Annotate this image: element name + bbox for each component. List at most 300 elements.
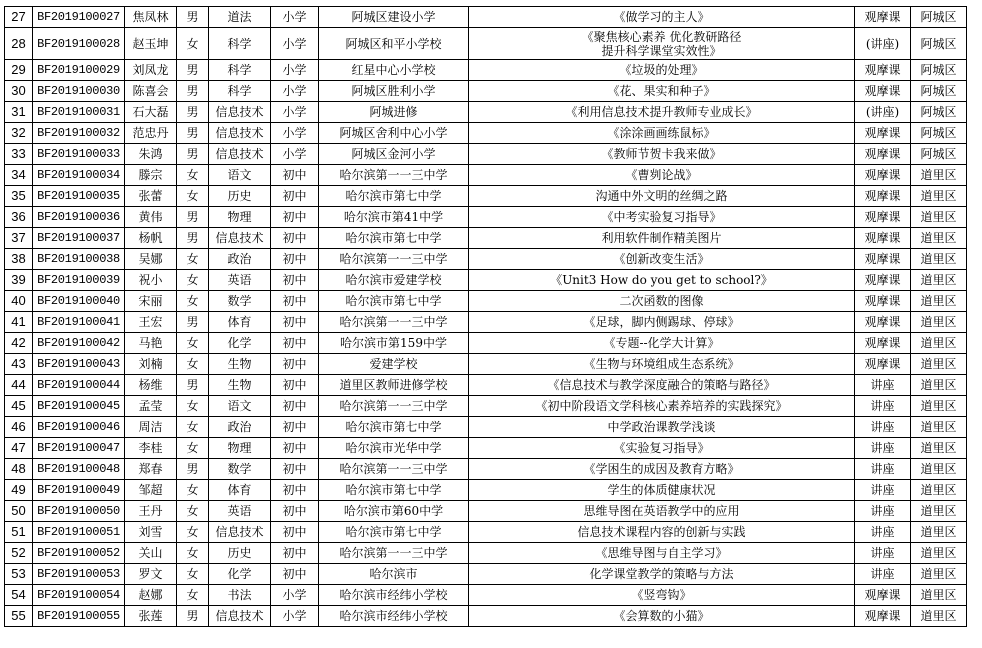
teacher-name-cell: 关山 — [125, 543, 177, 564]
district-cell: 道里区 — [911, 396, 967, 417]
subject-cell: 体育 — [209, 312, 271, 333]
lesson-title-cell: 《Unit3 How do you get to school?》 — [469, 270, 855, 291]
subject-cell: 数学 — [209, 291, 271, 312]
row-number-cell: 47 — [5, 438, 33, 459]
gender-cell: 女 — [177, 333, 209, 354]
district-cell: 道里区 — [911, 543, 967, 564]
session-type-cell: 观摩课 — [855, 144, 911, 165]
gender-cell: 女 — [177, 585, 209, 606]
table-row — [5, 438, 967, 459]
session-type-cell: 观摩课 — [855, 123, 911, 144]
gender-cell: 女 — [177, 291, 209, 312]
row-number-cell: 34 — [5, 165, 33, 186]
session-type-cell: (讲座) — [855, 102, 911, 123]
district-cell: 道里区 — [911, 564, 967, 585]
session-type-cell: 观摩课 — [855, 606, 911, 627]
teacher-name-cell: 张蕾 — [125, 186, 177, 207]
registration-id-cell: BF2019100034 — [33, 165, 125, 186]
table-row — [5, 7, 967, 28]
school-name-cell: 哈尔滨市 — [319, 564, 469, 585]
row-number-cell: 48 — [5, 459, 33, 480]
session-type-cell: 观摩课 — [855, 228, 911, 249]
gender-cell: 男 — [177, 375, 209, 396]
district-cell: 阿城区 — [911, 28, 967, 60]
table-row — [5, 81, 967, 102]
session-type-cell: 观摩课 — [855, 81, 911, 102]
row-number-cell: 35 — [5, 186, 33, 207]
lesson-title-cell: 《垃圾的处理》 — [469, 60, 855, 81]
school-level-cell: 小学 — [271, 102, 319, 123]
registration-id-cell: BF2019100040 — [33, 291, 125, 312]
subject-cell: 生物 — [209, 375, 271, 396]
session-type-cell: 观摩课 — [855, 270, 911, 291]
row-number-cell: 52 — [5, 543, 33, 564]
subject-cell: 语文 — [209, 396, 271, 417]
lesson-title-cell: 《涂涂画画练鼠标》 — [469, 123, 855, 144]
school-name-cell: 哈尔滨市第七中学 — [319, 186, 469, 207]
gender-cell: 女 — [177, 249, 209, 270]
school-level-cell: 初中 — [271, 354, 319, 375]
school-level-cell: 初中 — [271, 522, 319, 543]
teacher-name-cell: 石大磊 — [125, 102, 177, 123]
session-type-cell: 观摩课 — [855, 312, 911, 333]
table-row — [5, 144, 967, 165]
lesson-title-cell: 学生的体质健康状况 — [469, 480, 855, 501]
gender-cell: 女 — [177, 543, 209, 564]
registration-id-cell: BF2019100039 — [33, 270, 125, 291]
lesson-title-cell: 《做学习的主人》 — [469, 7, 855, 28]
school-name-cell: 红星中心小学校 — [319, 60, 469, 81]
lesson-title-cell: 《教师节贺卡我来做》 — [469, 144, 855, 165]
school-name-cell: 哈尔滨第一一三中学 — [319, 543, 469, 564]
gender-cell: 女 — [177, 522, 209, 543]
lesson-title-cell: 信息技术课程内容的创新与实践 — [469, 522, 855, 543]
lesson-title-cell: 《学困生的成因及教育方略》 — [469, 459, 855, 480]
row-number-cell: 29 — [5, 60, 33, 81]
school-level-cell: 小学 — [271, 144, 319, 165]
session-type-cell: 讲座 — [855, 543, 911, 564]
lesson-title-cell: 二次函数的图像 — [469, 291, 855, 312]
gender-cell: 女 — [177, 186, 209, 207]
district-cell: 道里区 — [911, 165, 967, 186]
school-level-cell: 初中 — [271, 396, 319, 417]
registration-id-cell: BF2019100045 — [33, 396, 125, 417]
district-cell: 道里区 — [911, 186, 967, 207]
row-number-cell: 32 — [5, 123, 33, 144]
gender-cell: 男 — [177, 606, 209, 627]
district-cell: 阿城区 — [911, 81, 967, 102]
school-level-cell: 初中 — [271, 291, 319, 312]
district-cell: 道里区 — [911, 291, 967, 312]
table-row — [5, 186, 967, 207]
registration-id-cell: BF2019100036 — [33, 207, 125, 228]
school-level-cell: 小学 — [271, 28, 319, 60]
subject-cell: 英语 — [209, 270, 271, 291]
school-level-cell: 初中 — [271, 270, 319, 291]
school-level-cell: 初中 — [271, 564, 319, 585]
district-cell: 道里区 — [911, 459, 967, 480]
lesson-title-cell: 《聚焦核心素养 优化教研路径 提升科学课堂实效性》 — [469, 28, 855, 60]
subject-cell: 书法 — [209, 585, 271, 606]
table-row — [5, 585, 967, 606]
table-row — [5, 417, 967, 438]
table-row — [5, 501, 967, 522]
table-row — [5, 480, 967, 501]
gender-cell: 男 — [177, 459, 209, 480]
gender-cell: 男 — [177, 7, 209, 28]
table-row — [5, 228, 967, 249]
district-cell: 道里区 — [911, 438, 967, 459]
school-name-cell: 哈尔滨第一一三中学 — [319, 396, 469, 417]
district-cell: 道里区 — [911, 501, 967, 522]
school-name-cell: 阿城区胜利小学 — [319, 81, 469, 102]
school-name-cell: 哈尔滨第一一三中学 — [319, 459, 469, 480]
district-cell: 道里区 — [911, 522, 967, 543]
teacher-name-cell: 周洁 — [125, 417, 177, 438]
session-type-cell: 讲座 — [855, 480, 911, 501]
table-row — [5, 60, 967, 81]
row-number-cell: 30 — [5, 81, 33, 102]
lesson-title-cell: 《创新改变生活》 — [469, 249, 855, 270]
lesson-title-cell: 《实验复习指导》 — [469, 438, 855, 459]
lesson-title-cell: 《曹刿论战》 — [469, 165, 855, 186]
table-row — [5, 291, 967, 312]
school-name-cell: 阿城区舍利中心小学 — [319, 123, 469, 144]
registration-id-cell: BF2019100053 — [33, 564, 125, 585]
row-number-cell: 33 — [5, 144, 33, 165]
school-name-cell: 阿城区金河小学 — [319, 144, 469, 165]
subject-cell: 生物 — [209, 354, 271, 375]
row-number-cell: 51 — [5, 522, 33, 543]
session-type-cell: 讲座 — [855, 564, 911, 585]
row-number-cell: 28 — [5, 28, 33, 60]
school-level-cell: 初中 — [271, 249, 319, 270]
school-level-cell: 小学 — [271, 585, 319, 606]
lesson-title-cell: 《足球，脚内侧踢球、停球》 — [469, 312, 855, 333]
session-type-cell: 观摩课 — [855, 291, 911, 312]
gender-cell: 男 — [177, 228, 209, 249]
table-row — [5, 354, 967, 375]
row-number-cell: 36 — [5, 207, 33, 228]
teacher-name-cell: 李桂 — [125, 438, 177, 459]
lesson-title-cell: 《会算数的小猫》 — [469, 606, 855, 627]
school-level-cell: 初中 — [271, 228, 319, 249]
lesson-title-cell: 《生物与环境组成生态系统》 — [469, 354, 855, 375]
gender-cell: 男 — [177, 123, 209, 144]
row-number-cell: 54 — [5, 585, 33, 606]
school-level-cell: 初中 — [271, 375, 319, 396]
session-type-cell: 讲座 — [855, 459, 911, 480]
subject-cell: 科学 — [209, 60, 271, 81]
table-row — [5, 165, 967, 186]
row-number-cell: 31 — [5, 102, 33, 123]
school-name-cell: 阿城进修 — [319, 102, 469, 123]
teacher-name-cell: 滕宗 — [125, 165, 177, 186]
school-level-cell: 初中 — [271, 438, 319, 459]
session-type-cell: 讲座 — [855, 396, 911, 417]
row-number-cell: 49 — [5, 480, 33, 501]
teacher-name-cell: 黄伟 — [125, 207, 177, 228]
registration-id-cell: BF2019100054 — [33, 585, 125, 606]
subject-cell: 政治 — [209, 417, 271, 438]
school-name-cell: 哈尔滨市第七中学 — [319, 522, 469, 543]
subject-cell: 化学 — [209, 564, 271, 585]
gender-cell: 女 — [177, 396, 209, 417]
session-type-cell: 观摩课 — [855, 7, 911, 28]
gender-cell: 男 — [177, 144, 209, 165]
subject-cell: 信息技术 — [209, 522, 271, 543]
registration-id-cell: BF2019100041 — [33, 312, 125, 333]
registration-id-cell: BF2019100052 — [33, 543, 125, 564]
subject-cell: 历史 — [209, 186, 271, 207]
row-number-cell: 40 — [5, 291, 33, 312]
table-row — [5, 606, 967, 627]
school-level-cell: 初中 — [271, 333, 319, 354]
table-row — [5, 543, 967, 564]
session-type-cell: 观摩课 — [855, 207, 911, 228]
school-name-cell: 阿城区和平小学校 — [319, 28, 469, 60]
school-level-cell: 小学 — [271, 123, 319, 144]
lesson-title-cell: 《思维导图与自主学习》 — [469, 543, 855, 564]
table-row — [5, 375, 967, 396]
gender-cell: 女 — [177, 501, 209, 522]
district-cell: 阿城区 — [911, 123, 967, 144]
school-name-cell: 爱建学校 — [319, 354, 469, 375]
table-row — [5, 522, 967, 543]
table-row — [5, 459, 967, 480]
teacher-name-cell: 刘楠 — [125, 354, 177, 375]
subject-cell: 道法 — [209, 7, 271, 28]
district-cell: 阿城区 — [911, 144, 967, 165]
subject-cell: 物理 — [209, 438, 271, 459]
teacher-name-cell: 赵玉坤 — [125, 28, 177, 60]
gender-cell: 女 — [177, 480, 209, 501]
school-name-cell: 哈尔滨市第七中学 — [319, 417, 469, 438]
subject-cell: 信息技术 — [209, 123, 271, 144]
gender-cell: 女 — [177, 28, 209, 60]
registration-id-cell: BF2019100043 — [33, 354, 125, 375]
district-cell: 道里区 — [911, 354, 967, 375]
session-type-cell: 观摩课 — [855, 354, 911, 375]
teacher-name-cell: 祝小 — [125, 270, 177, 291]
gender-cell: 男 — [177, 81, 209, 102]
session-type-cell: 讲座 — [855, 501, 911, 522]
session-type-cell: 观摩课 — [855, 333, 911, 354]
row-number-cell: 39 — [5, 270, 33, 291]
school-name-cell: 哈尔滨第一一三中学 — [319, 249, 469, 270]
school-level-cell: 初中 — [271, 165, 319, 186]
gender-cell: 女 — [177, 564, 209, 585]
school-name-cell: 阿城区建设小学 — [319, 7, 469, 28]
subject-cell: 物理 — [209, 207, 271, 228]
session-type-cell: 观摩课 — [855, 249, 911, 270]
teacher-name-cell: 孟莹 — [125, 396, 177, 417]
row-number-cell: 53 — [5, 564, 33, 585]
teacher-name-cell: 邹超 — [125, 480, 177, 501]
teacher-name-cell: 吴娜 — [125, 249, 177, 270]
registration-id-cell: BF2019100048 — [33, 459, 125, 480]
school-level-cell: 初中 — [271, 207, 319, 228]
table-row — [5, 564, 967, 585]
school-level-cell: 初中 — [271, 417, 319, 438]
session-type-cell: 讲座 — [855, 438, 911, 459]
gender-cell: 男 — [177, 102, 209, 123]
district-cell: 道里区 — [911, 375, 967, 396]
table-row — [5, 28, 967, 60]
school-name-cell: 哈尔滨市光华中学 — [319, 438, 469, 459]
lesson-title-cell: 化学课堂教学的策略与方法 — [469, 564, 855, 585]
district-cell: 道里区 — [911, 606, 967, 627]
lesson-title-cell: 《中考实验复习指导》 — [469, 207, 855, 228]
registration-id-cell: BF2019100044 — [33, 375, 125, 396]
session-type-cell: (讲座) — [855, 28, 911, 60]
school-name-cell: 哈尔滨市第七中学 — [319, 291, 469, 312]
row-number-cell: 37 — [5, 228, 33, 249]
registration-id-cell: BF2019100032 — [33, 123, 125, 144]
gender-cell: 男 — [177, 207, 209, 228]
school-level-cell: 小学 — [271, 7, 319, 28]
school-name-cell: 哈尔滨市经纬小学校 — [319, 585, 469, 606]
teacher-name-cell: 范忠丹 — [125, 123, 177, 144]
table-row — [5, 123, 967, 144]
row-number-cell: 44 — [5, 375, 33, 396]
registration-id-cell: BF2019100037 — [33, 228, 125, 249]
school-name-cell: 哈尔滨市经纬小学校 — [319, 606, 469, 627]
registration-id-cell: BF2019100029 — [33, 60, 125, 81]
lesson-title-cell: 《初中阶段语文学科核心素养培养的实践探究》 — [469, 396, 855, 417]
school-level-cell: 初中 — [271, 459, 319, 480]
registration-id-cell: BF2019100047 — [33, 438, 125, 459]
gender-cell: 女 — [177, 354, 209, 375]
lesson-title-cell: 沟通中外文明的丝绸之路 — [469, 186, 855, 207]
lesson-title-cell: 《竖弯钩》 — [469, 585, 855, 606]
table-row — [5, 270, 967, 291]
teacher-name-cell: 王丹 — [125, 501, 177, 522]
gender-cell: 女 — [177, 270, 209, 291]
gender-cell: 男 — [177, 312, 209, 333]
session-type-cell: 观摩课 — [855, 165, 911, 186]
subject-cell: 化学 — [209, 333, 271, 354]
table-row — [5, 396, 967, 417]
teacher-name-cell: 郑春 — [125, 459, 177, 480]
registration-id-cell: BF2019100030 — [33, 81, 125, 102]
registration-id-cell: BF2019100046 — [33, 417, 125, 438]
district-cell: 道里区 — [911, 270, 967, 291]
table-row — [5, 207, 967, 228]
row-number-cell: 46 — [5, 417, 33, 438]
school-level-cell: 初中 — [271, 501, 319, 522]
district-cell: 阿城区 — [911, 102, 967, 123]
registration-id-cell: BF2019100027 — [33, 7, 125, 28]
gender-cell: 女 — [177, 165, 209, 186]
school-level-cell: 小学 — [271, 606, 319, 627]
session-type-cell: 观摩课 — [855, 60, 911, 81]
lesson-title-cell: 《信息技术与教学深度融合的策略与路径》 — [469, 375, 855, 396]
registration-id-cell: BF2019100031 — [33, 102, 125, 123]
table-row — [5, 102, 967, 123]
school-name-cell: 哈尔滨第一一三中学 — [319, 165, 469, 186]
subject-cell: 数学 — [209, 459, 271, 480]
row-number-cell: 38 — [5, 249, 33, 270]
session-type-cell: 观摩课 — [855, 585, 911, 606]
subject-cell: 历史 — [209, 543, 271, 564]
row-number-cell: 42 — [5, 333, 33, 354]
registration-id-cell: BF2019100042 — [33, 333, 125, 354]
school-name-cell: 道里区教师进修学校 — [319, 375, 469, 396]
table-row — [5, 249, 967, 270]
district-cell: 道里区 — [911, 249, 967, 270]
lesson-title-cell: 利用软件制作精美图片 — [469, 228, 855, 249]
subject-cell: 信息技术 — [209, 606, 271, 627]
registration-id-cell: BF2019100038 — [33, 249, 125, 270]
gender-cell: 女 — [177, 438, 209, 459]
registration-id-cell: BF2019100051 — [33, 522, 125, 543]
district-cell: 阿城区 — [911, 7, 967, 28]
subject-cell: 科学 — [209, 81, 271, 102]
teacher-name-cell: 焦凤林 — [125, 7, 177, 28]
teacher-name-cell: 宋丽 — [125, 291, 177, 312]
school-name-cell: 哈尔滨市爱建学校 — [319, 270, 469, 291]
row-number-cell: 50 — [5, 501, 33, 522]
school-level-cell: 小学 — [271, 81, 319, 102]
registration-id-cell: BF2019100049 — [33, 480, 125, 501]
district-cell: 阿城区 — [911, 60, 967, 81]
lesson-title-cell: 《专题--化学大计算》 — [469, 333, 855, 354]
school-name-cell: 哈尔滨市第七中学 — [319, 480, 469, 501]
school-level-cell: 初中 — [271, 312, 319, 333]
lesson-title-cell: 《利用信息技术提升教师专业成长》 — [469, 102, 855, 123]
district-cell: 道里区 — [911, 207, 967, 228]
lesson-title-cell: 中学政治课教学浅谈 — [469, 417, 855, 438]
gender-cell: 男 — [177, 60, 209, 81]
teacher-name-cell: 王宏 — [125, 312, 177, 333]
row-number-cell: 43 — [5, 354, 33, 375]
gender-cell: 女 — [177, 417, 209, 438]
school-level-cell: 初中 — [271, 480, 319, 501]
teacher-name-cell: 马艳 — [125, 333, 177, 354]
subject-cell: 信息技术 — [209, 228, 271, 249]
district-cell: 道里区 — [911, 417, 967, 438]
subject-cell: 信息技术 — [209, 102, 271, 123]
teacher-name-cell: 张莲 — [125, 606, 177, 627]
teacher-name-cell: 刘雪 — [125, 522, 177, 543]
subject-cell: 语文 — [209, 165, 271, 186]
registration-id-cell: BF2019100050 — [33, 501, 125, 522]
school-level-cell: 初中 — [271, 543, 319, 564]
session-type-cell: 讲座 — [855, 522, 911, 543]
lesson-roster-table — [4, 6, 967, 627]
school-name-cell: 哈尔滨市第60中学 — [319, 501, 469, 522]
district-cell: 道里区 — [911, 480, 967, 501]
school-name-cell: 哈尔滨市第七中学 — [319, 228, 469, 249]
teacher-name-cell: 杨维 — [125, 375, 177, 396]
teacher-name-cell: 罗文 — [125, 564, 177, 585]
school-name-cell: 哈尔滨第一一三中学 — [319, 312, 469, 333]
district-cell: 道里区 — [911, 585, 967, 606]
registration-id-cell: BF2019100055 — [33, 606, 125, 627]
teacher-name-cell: 赵娜 — [125, 585, 177, 606]
subject-cell: 英语 — [209, 501, 271, 522]
teacher-name-cell: 刘凤龙 — [125, 60, 177, 81]
session-type-cell: 讲座 — [855, 375, 911, 396]
table-row — [5, 312, 967, 333]
lesson-title-cell: 《花、果实和种子》 — [469, 81, 855, 102]
row-number-cell: 27 — [5, 7, 33, 28]
school-name-cell: 哈尔滨市第41中学 — [319, 207, 469, 228]
district-cell: 道里区 — [911, 228, 967, 249]
teacher-name-cell: 陈喜会 — [125, 81, 177, 102]
registration-id-cell: BF2019100035 — [33, 186, 125, 207]
